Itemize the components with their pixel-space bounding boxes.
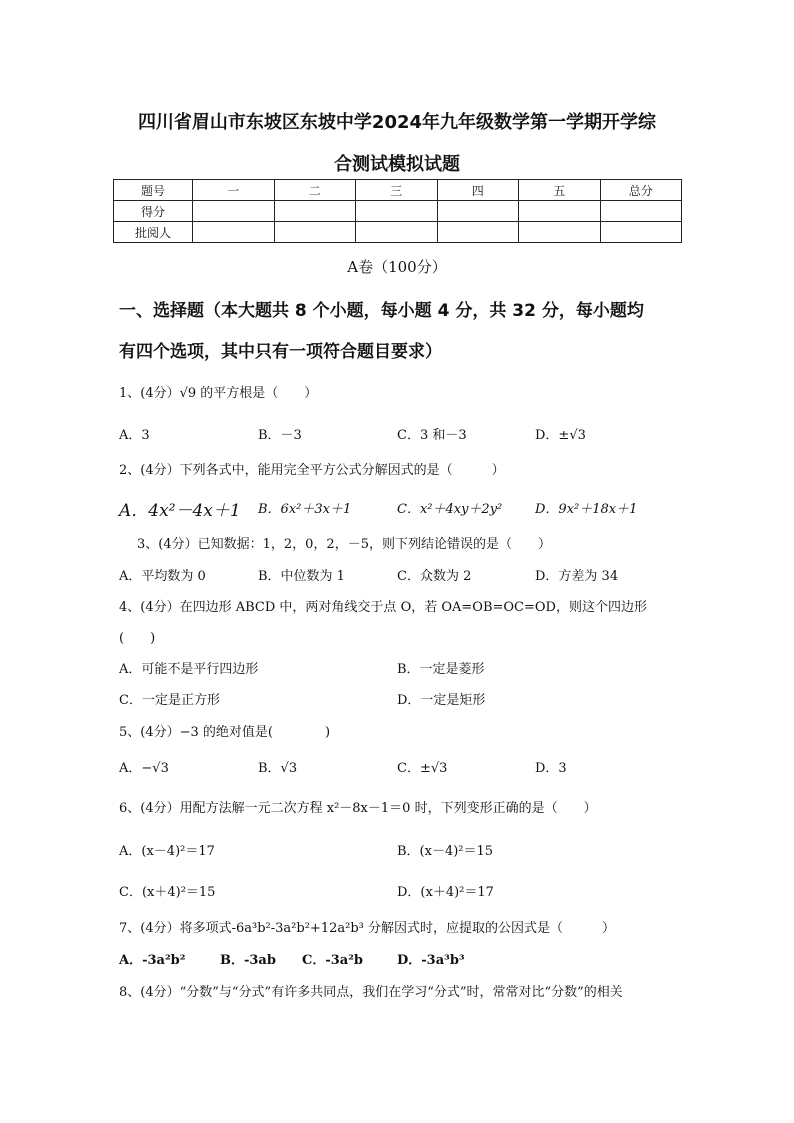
question-5-option-c: C．±√3 bbox=[397, 761, 448, 776]
question-1-option-a: A．3 bbox=[119, 428, 150, 443]
section-a-title: A卷（100分） bbox=[347, 258, 447, 276]
score-row bbox=[114, 201, 682, 222]
question-1-stem: 1、(4分）√9 的平方根是（ ） bbox=[119, 386, 318, 401]
question-6-option-b: B．(x－4)²＝15 bbox=[397, 844, 494, 859]
reviewer-row bbox=[114, 222, 682, 243]
row-label: 批阅人 bbox=[114, 222, 193, 243]
score-cell bbox=[600, 201, 682, 222]
question-6-option-d: D．(x＋4)²＝17 bbox=[397, 885, 494, 900]
question-7-option-a: A．-3a²b² bbox=[119, 953, 186, 968]
question-5-option-b: B．√3 bbox=[258, 761, 298, 776]
header-cell: 总分 bbox=[600, 180, 682, 201]
score-cell bbox=[519, 201, 601, 222]
question-4-stem-line2: ( ) bbox=[119, 631, 156, 646]
header-cell: 一 bbox=[193, 180, 275, 201]
page-title-line2: 合测试模拟试题 bbox=[334, 154, 460, 175]
question-3-option-b: B．中位数为 1 bbox=[258, 569, 345, 584]
question-6-stem: 6、(4分）用配方法解一元二次方程 x²－8x－1＝0 时，下列变形正确的是（ ） bbox=[119, 801, 597, 816]
question-8-stem: 8、(4分）“分数”与“分式”有许多共同点，我们在学习“分式”时，常常对比“分数”的相关 bbox=[119, 985, 623, 1000]
header-cell: 三 bbox=[356, 180, 438, 201]
question-1-option-d: D．±√3 bbox=[535, 428, 586, 443]
question-1-option-c: C．3 和－3 bbox=[397, 428, 467, 443]
question-5-option-d: D．3 bbox=[535, 761, 567, 776]
question-3-option-a: A．平均数为 0 bbox=[119, 569, 206, 584]
question-2-option-b-text: B．6x²＋3x＋1 bbox=[258, 502, 352, 517]
question-2-option-b bbox=[258, 498, 351, 517]
header-cell: 五 bbox=[519, 180, 601, 201]
question-5-option-a: A．−√3 bbox=[119, 761, 169, 776]
question-4-option-c: C．一定是正方形 bbox=[119, 693, 220, 708]
score-cell bbox=[193, 201, 275, 222]
score-cell bbox=[356, 201, 438, 222]
part1-heading-line2: 有四个选项，其中只有一项符合题目要求） bbox=[119, 342, 442, 362]
question-2-option-a bbox=[119, 496, 241, 521]
question-4-option-d: D．一定是矩形 bbox=[397, 693, 486, 708]
reviewer-cell bbox=[600, 222, 682, 243]
question-7-stem: 7、(4分）将多项式-6a³b²-3a²b²+12a²b³ 分解因式时，应提取的公因式是（ ） bbox=[119, 921, 615, 936]
score-table-header-row bbox=[114, 180, 682, 201]
reviewer-cell bbox=[356, 222, 438, 243]
question-5-stem: 5、(4分）−3 的绝对值是( ) bbox=[119, 725, 331, 740]
question-4-stem: 4、(4分）在四边形 ABCD 中，两对角线交于点 O，若 OA=OB=OC=OD，则这个四边形 bbox=[119, 600, 647, 615]
reviewer-cell bbox=[519, 222, 601, 243]
reviewer-cell bbox=[437, 222, 519, 243]
score-cell bbox=[437, 201, 519, 222]
question-3-option-c: C．众数为 2 bbox=[397, 569, 472, 584]
row-label: 得分 bbox=[114, 201, 193, 222]
question-2-option-c bbox=[397, 498, 502, 517]
question-7-option-c: C．-3a²b bbox=[302, 953, 363, 968]
question-2-option-d-text: D．9x²＋18x＋1 bbox=[535, 502, 638, 517]
question-7-option-b: B．-3ab bbox=[220, 953, 276, 968]
question-7-option-d: D．-3a³b³ bbox=[397, 953, 465, 968]
question-1-option-b: B．－3 bbox=[258, 428, 302, 443]
reviewer-cell bbox=[193, 222, 275, 243]
question-2-option-a-text: A．4x²－4x＋1 bbox=[119, 501, 241, 521]
reviewer-cell bbox=[274, 222, 356, 243]
question-2-option-d bbox=[535, 498, 637, 517]
page-title-line1: 四川省眉山市东坡区东坡中学2024年九年级数学第一学期开学综 bbox=[137, 112, 657, 133]
question-3-option-d: D．方差为 34 bbox=[535, 569, 619, 584]
header-cell: 四 bbox=[437, 180, 519, 201]
question-6-option-c: C．(x＋4)²＝15 bbox=[119, 885, 216, 900]
part1-heading-line1: 一、选择题（本大题共 8 个小题，每小题 4 分，共 32 分，每小题均 bbox=[119, 301, 644, 321]
question-2-stem: 2、(4分）下列各式中，能用完全平方公式分解因式的是（ ） bbox=[119, 463, 505, 478]
header-cell: 二 bbox=[274, 180, 356, 201]
question-3-stem: 3、(4分）已知数据：1，2，0，2，－5，则下列结论错误的是（ ） bbox=[137, 537, 551, 552]
score-table bbox=[113, 179, 682, 243]
score-cell bbox=[274, 201, 356, 222]
question-4-option-a: A．可能不是平行四边形 bbox=[119, 662, 259, 677]
question-6-option-a: A．(x－4)²＝17 bbox=[119, 844, 215, 859]
question-2-option-c-text: C．x²＋4xy＋2y² bbox=[397, 502, 503, 517]
header-cell: 题号 bbox=[114, 180, 193, 201]
question-4-option-b: B．一定是菱形 bbox=[397, 662, 485, 677]
